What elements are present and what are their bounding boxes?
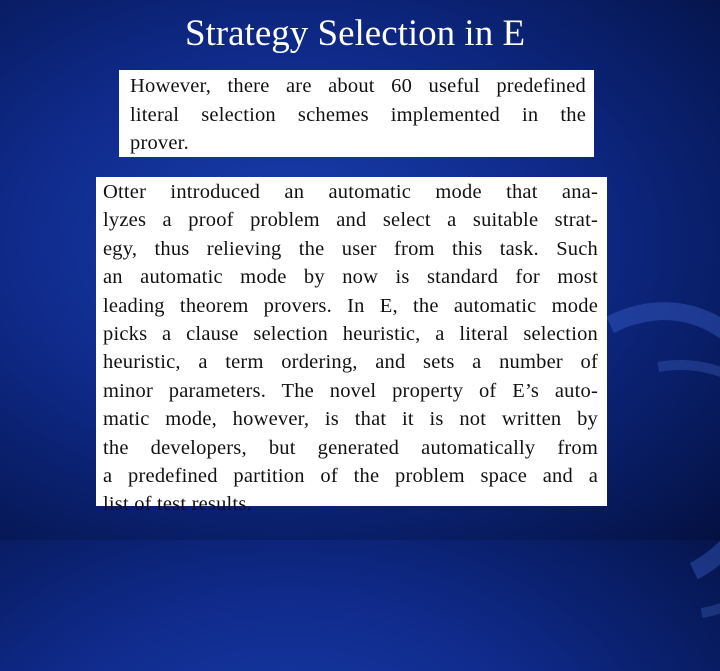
excerpt-2-line: the developers, but generated automatically from (103, 436, 598, 459)
excerpt-1-line: literal selection schemes implemented in the (130, 103, 586, 126)
excerpt-1-line: prover. (130, 132, 189, 154)
excerpt-2-line: lyzes a proof problem and select a suitable strat- (103, 209, 598, 232)
excerpt-2-line: matic mode, however, is that it is not written by (103, 408, 598, 431)
excerpt-2-line: leading theorem provers. In E, the automatic mode (103, 294, 598, 317)
excerpt-image-1 (119, 70, 594, 157)
excerpt-2-line: Otter introduced an automatic mode that ana- (103, 181, 598, 203)
excerpt-2-line: an automatic mode by now is standard for most (103, 266, 598, 289)
excerpt-1-line: However, there are about 60 useful predefined (130, 75, 586, 97)
excerpt-2-line: a predefined partition of the problem space and a (103, 465, 598, 488)
slide-title: Strategy Selection in E (184, 13, 526, 54)
excerpt-2-line: list of test results. (103, 493, 252, 516)
excerpt-2-line: minor parameters. The novel property of E’s auto- (103, 379, 598, 402)
excerpt-2-line: picks a clause selection heuristic, a literal selection (103, 323, 598, 346)
excerpt-2-line: egy, thus relieving the user from this task. Such (103, 237, 598, 260)
excerpt-image-2 (96, 177, 607, 516)
excerpt-2-line: heuristic, a term ordering, and sets a number of (103, 351, 598, 374)
